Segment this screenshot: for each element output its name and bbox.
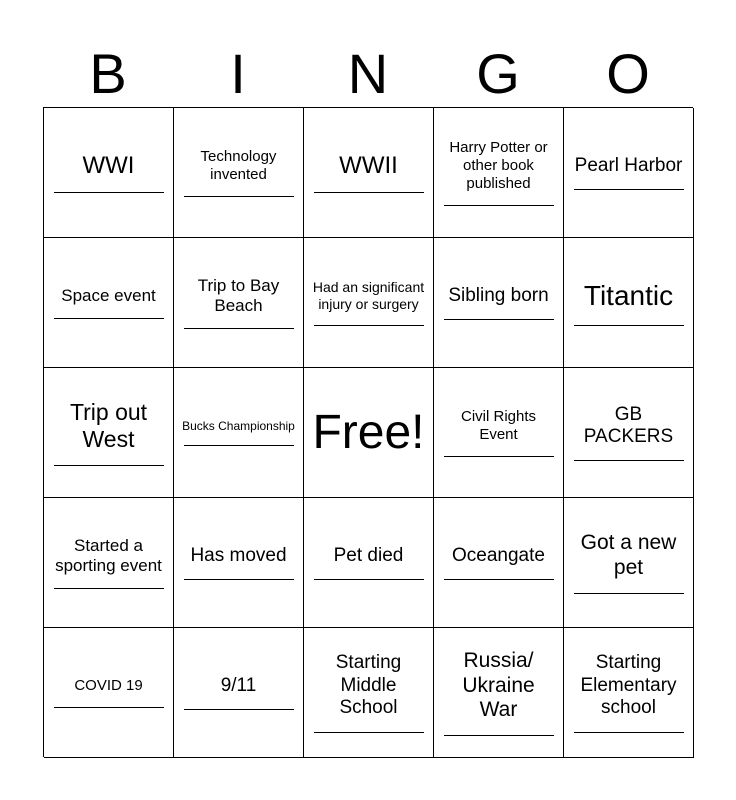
bingo-cell [174, 368, 304, 498]
answer-line [574, 732, 684, 733]
cell-text: WWII [339, 151, 398, 179]
answer-line [444, 735, 554, 736]
cell-text: Pet died [333, 544, 404, 566]
cell-text: Got a new pet [580, 531, 677, 579]
answer-line [314, 732, 424, 733]
answer-line [184, 196, 294, 197]
answer-line [184, 709, 294, 710]
answer-line [444, 319, 554, 320]
bingo-cell [174, 108, 304, 238]
bingo-cell [564, 238, 694, 368]
free-space [304, 368, 434, 498]
cell-text: Sibling born [448, 284, 549, 306]
cell-text: GB PACKERS [583, 403, 674, 447]
bingo-cell [174, 238, 304, 368]
cell-text: Bucks Championship [182, 418, 295, 433]
answer-line [574, 460, 684, 461]
bingo-cell [304, 238, 434, 368]
bingo-header [43, 40, 693, 108]
bingo-cell [44, 108, 174, 238]
answer-line [574, 325, 684, 326]
bingo-cell [434, 498, 564, 628]
cell-text: Has moved [190, 544, 287, 566]
answer-line [184, 579, 294, 580]
bingo-cell [304, 498, 434, 628]
answer-line [574, 189, 684, 190]
answer-line [444, 205, 554, 206]
bingo-cell [564, 368, 694, 498]
header-letter-o: O [606, 42, 650, 105]
bingo-cell [434, 368, 564, 498]
cell-text: Oceangate [452, 544, 545, 566]
answer-line [444, 579, 554, 580]
cell-text: Titantic [583, 280, 674, 312]
answer-line [54, 318, 164, 319]
header-letter-n: N [347, 42, 389, 105]
answer-line [314, 325, 424, 326]
cell-text: Space event [61, 285, 156, 305]
bingo-cell [564, 108, 694, 238]
cell-text: Trip to Bay Beach [197, 275, 280, 315]
free-space-text: Free! [312, 405, 425, 459]
answer-line [314, 192, 424, 193]
cell-text: 9/11 [220, 674, 257, 696]
cell-text: Started a sporting event [55, 535, 162, 575]
bingo-cell [564, 628, 694, 758]
cell-text: Starting Middle School [335, 652, 402, 719]
answer-line [54, 465, 164, 466]
cell-text: Technology invented [200, 148, 277, 183]
bingo-cell [174, 628, 304, 758]
bingo-cell [564, 498, 694, 628]
cell-text: Civil Rights Event [460, 408, 536, 443]
bingo-cell [434, 108, 564, 238]
answer-line [574, 593, 684, 594]
cell-text: WWI [82, 151, 135, 179]
header-letter-b: B [89, 42, 127, 105]
bingo-cell [44, 498, 174, 628]
answer-line [184, 445, 294, 446]
cell-text: Starting Elementary school [580, 652, 677, 719]
cell-text: Had an significant injury or surgery [312, 279, 425, 312]
cell-text: Pearl Harbor [574, 154, 683, 176]
bingo-cell [44, 368, 174, 498]
header-letter-g: G [476, 42, 520, 105]
answer-line [444, 456, 554, 457]
bingo-cell [174, 498, 304, 628]
cell-text: Harry Potter or other book published [449, 139, 548, 192]
bingo-cell [434, 628, 564, 758]
cell-text: Russia/ Ukraine War [462, 648, 535, 722]
answer-line [314, 579, 424, 580]
answer-line [184, 328, 294, 329]
bingo-board [43, 107, 693, 757]
bingo-cell [304, 108, 434, 238]
bingo-cell [44, 628, 174, 758]
answer-line [54, 588, 164, 589]
bingo-cell [434, 238, 564, 368]
cell-text: COVID 19 [74, 677, 143, 695]
bingo-cell [304, 628, 434, 758]
answer-line [54, 707, 164, 708]
header-letter-i: I [230, 42, 246, 105]
answer-line [54, 192, 164, 193]
bingo-cell [44, 238, 174, 368]
cell-text: Trip out West [69, 398, 148, 452]
